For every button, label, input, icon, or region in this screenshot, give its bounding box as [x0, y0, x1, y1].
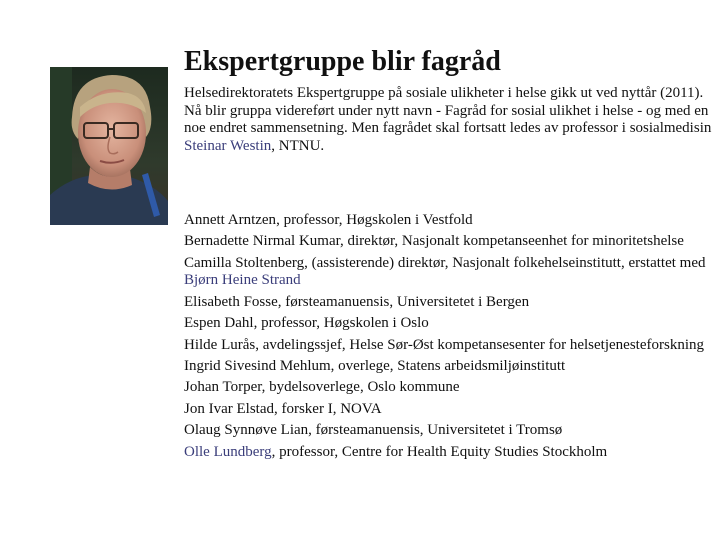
list-item — [184, 255, 712, 290]
member-list — [184, 212, 712, 465]
intro-paragraph — [184, 85, 712, 155]
member-name: Olaug Synnøve Lian — [184, 422, 309, 439]
list-item — [184, 358, 712, 376]
member-role: , avdelingssjef, Helse Sør-Øst kompetansesenter for helsetjenesteforskning — [255, 336, 704, 353]
member-role: , forsker I, NOVA — [273, 400, 382, 417]
member-name: Camilla Stoltenberg — [184, 254, 305, 271]
list-item — [184, 233, 712, 251]
member-name: Bernadette Nirmal Kumar — [184, 233, 341, 250]
member-role: , bydelsoverlege, Oslo kommune — [261, 379, 460, 396]
portrait-photo-icon — [50, 67, 168, 225]
member-name: Ingrid Sivesind Mehlum — [184, 357, 331, 374]
portrait-photo — [50, 67, 168, 225]
member-role: , direktør, Nasjonalt kompetanseenhet for minoritetshelse — [340, 233, 684, 250]
member-role: , overlege, Statens arbeidsmiljøinstitutt — [330, 357, 566, 374]
list-item — [184, 212, 712, 230]
member-name: Elisabeth Fosse — [184, 293, 278, 310]
member-role: , førsteamanuensis, Universitetet i Tromsø — [308, 422, 563, 439]
intro-text: Helsedirektoratets Ekspertgruppe på sosiale ulikheter i helse gikk ut ved nyttår (2011). Nå blir gruppa videreført under nytt navn - Fagråd for sosial ulikhet i helse - og med en noe endret sammensetning. Men fagrådet skal fortsatt ledes av professor i sosialmedisin — [184, 85, 712, 137]
list-item — [184, 294, 712, 312]
member-name: Jon Ivar Elstad — [184, 400, 274, 417]
member-role: , (assisterende) direktør, Nasjonalt folkehelseinstitutt, erstattet med — [304, 254, 706, 271]
member-name: Espen Dahl — [184, 315, 254, 332]
bjorn-heine-strand-link[interactable]: Bjørn Heine Strand — [184, 272, 301, 289]
list-item — [184, 422, 712, 440]
steinar-westin-link[interactable]: Steinar Westin — [184, 137, 272, 154]
list-item — [184, 379, 712, 397]
list-item — [184, 401, 712, 419]
list-item — [184, 337, 712, 355]
member-name: Annett Arntzen — [184, 212, 277, 228]
member-role: , professor, Høgskolen i Oslo — [253, 315, 429, 332]
list-item — [184, 444, 712, 462]
page-title: Ekspertgruppe blir fagråd — [184, 45, 501, 77]
member-role: , førsteamanuensis, Universitetet i Bergen — [277, 293, 530, 310]
member-role: , professor, Høgskolen i Vestfold — [276, 212, 473, 228]
member-name-link[interactable]: Olle Lundberg — [184, 443, 272, 460]
member-name: Johan Torper — [184, 379, 262, 396]
member-name: Hilde Lurås — [184, 336, 256, 353]
member-role: , professor, Centre for Health Equity Studies Stockholm — [271, 443, 608, 460]
intro-text-end: , NTNU. — [271, 137, 325, 154]
list-item — [184, 315, 712, 333]
